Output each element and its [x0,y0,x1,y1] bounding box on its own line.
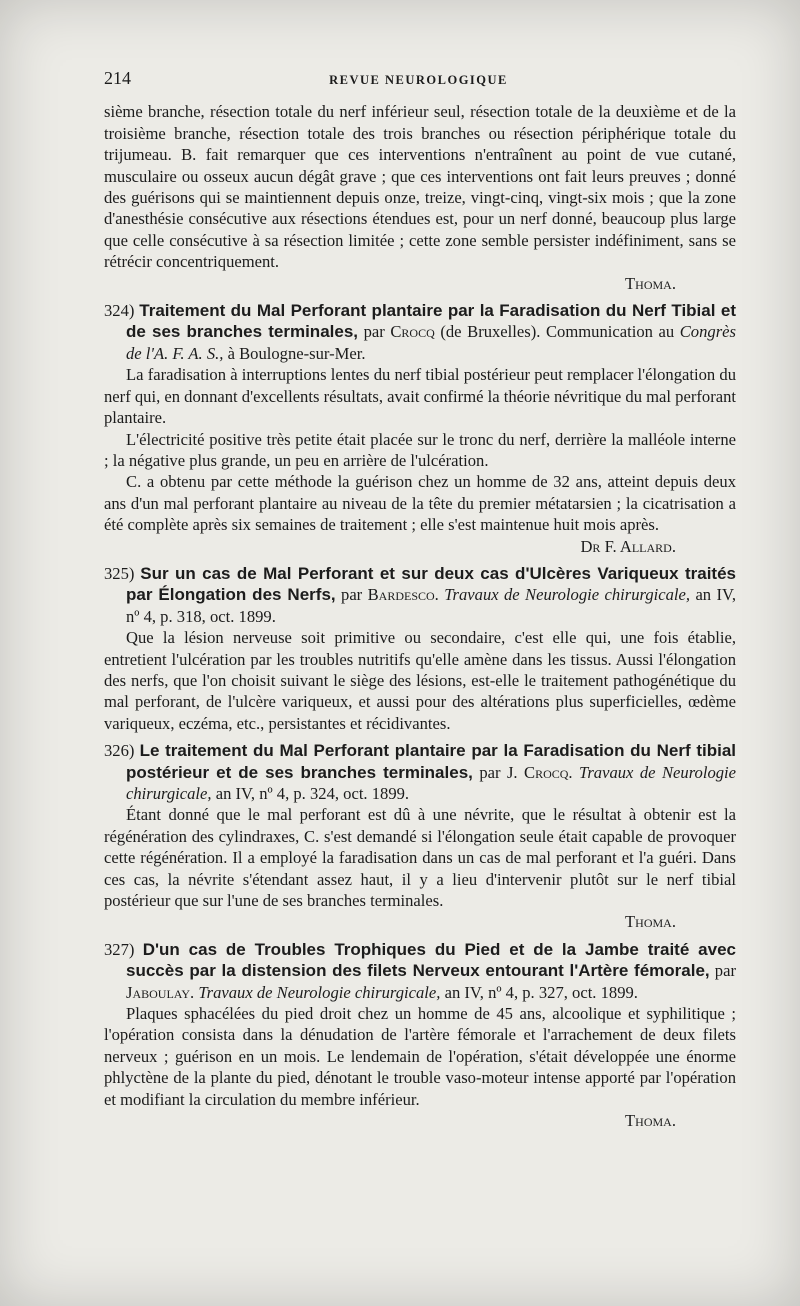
entry-paragraph: L'électricité positive très petite était placée sur le tronc du nerf, derrière la malléole interne ; la négative plus grande, un peu en arrière de l'ulcération. [104,429,736,470]
continuation-paragraph [104,101,736,294]
signature: Thoma. [625,1111,676,1131]
entry-source: Travaux de Neurologie chirurgicale, [126,762,737,803]
entry-number: 327) [104,939,135,959]
entry-number: 325) [104,563,135,583]
entry-source: Travaux de Neurologie chirurgicale, [198,982,441,1002]
entry-heading [104,563,736,627]
page-header [104,68,736,91]
entry-title: Sur un cas de Mal Perforant et sur deux cas d'Ulcères Variqueux traités par Élongation des Nerfs, [126,563,736,605]
entry-author: Crocq. [524,762,573,782]
running-title: REVUE NEUROLOGIQUE [329,73,508,87]
entry-paragraph: C. a obtenu par cette méthode la guérison chez un homme de 32 ans, atteint depuis deux ans d'un mal perforant plantaire au niveau de la tête du premier métatarsien ; la cicatrisation a été complète après six semaines de traitement ; elle s'est maintenue huit mois après. [104,472,736,535]
entry-paragraph: Plaques sphacélées du pied droit chez un homme de 45 ans, alcoolique et syphilitique ; l'opération consista dans la dénudation de l'artère fémorale et l'arrachement de deux filets nerveux ; guérison en un mois. Le lendemain de l'opération, s'était développée une énorme phlyctène de la plante du pied, dénotant le trouble vaso-moteur intense apporté par l'opération et modifiant la circulation du membre inférieur. [104,1004,736,1109]
entry-title: Traitement du Mal Perforant plantaire par la Faradisation du Nerf Tibial et de ses branches terminales, [126,301,736,342]
entry-heading [104,300,736,364]
entry-author: Jaboulay. [126,982,195,1002]
entry-source: Travaux de Neurologie chirurgicale, [444,585,691,605]
entry-source-pre: Communication au [545,322,675,342]
entry-326 [104,740,736,933]
entry-source-post: à Boulogne-sur-Mer. [227,343,366,363]
entry-paragraph: Étant donné que le mal perforant est dû à une névrite, que le résultat à obtenir est la régénération des cylindraxes, C. s'est demandé si l'élongation seule était capable de provoquer cette régénération. Il a employé la faradisation dans un cas de mal perforant et l'a guéri. Dans ces cas, la névrite s'étendant assez haut, il y a lieu d'intervenir plutôt sur le nerf tibial postérieur que sur l'une de ses branches terminales. [104,805,736,911]
entry-heading [104,740,736,804]
signature: Thoma. [625,273,676,293]
entry-author-place: (de Bruxelles). [440,322,541,342]
entry-author: Bardesco. [367,585,439,605]
entry-heading [104,939,736,1003]
entry-source-post: an IV, nº 4, p. 324, oct. 1899. [215,784,410,803]
entry-by: par [363,322,385,342]
entry-source: Congrès de l'A. F. A. S., [126,322,736,363]
entry-title: Le traitement du Mal Perforant plantaire par la Faradisation du Nerf tibial postérieur et de ses branches terminales, [126,741,737,782]
entry-number: 324) [104,301,135,321]
entry-324 [104,300,736,557]
signature: Thoma. [625,912,676,932]
signature: Dr F. Allard. [580,536,676,556]
entry-by: par [341,585,363,605]
entry-source-post: an IV, nº 4, p. 327, oct. 1899. [444,982,638,1002]
entry-325 [104,563,736,734]
continuation-text: sième branche, résection totale du nerf inférieur seul, résection totale de la deuxième et de la troisième branche, résection totale des trois branches ou résection périphérique totale du trijumeau. B. fait remarquer que ces interventions n'entraînent au point de vue cutané, musculaire ou osseux aucun dégât grave ; que ces interventions ont fait leurs preuves ; donné des guérisons qui se maintiennent depuis onze, treize, vingt-cinq, vingt-six mois ; que la zone d'anesthésie consécutive aux résections étendues est, pour un nerf donné, beaucoup plus large que celle consécutive à sa résection limitée ; cette zone semble persister indéfiniment, sans se rétrécir concentriquement. [104,102,736,272]
entry-title: D'un cas de Troubles Trophiques du Pied et de la Jambe traité avec succès par la distension des filets Nerveux entourant l'Artère fémorale, [126,939,736,981]
entry-author: Crocq [390,322,435,342]
entry-paragraph: Que la lésion nerveuse soit primitive ou secondaire, c'est elle qui, une fois établie, entretient l'ulcération par les troubles nutritifs qu'elle amène dans les tissus. Aussi l'élongation des nerfs, que l'on choisit suivant le siège des lésions, est-elle le traitement pathogénétique du mal perforant, de l'ulcère variqueux, et aussi pour des altérations plus superficielles, œdème variqueux, eczéma, etc., persistantes et récidivantes. [104,628,736,733]
entry-327 [104,939,736,1132]
entry-source-post: an IV, nº 4, p. 318, oct. 1899. [126,585,736,626]
text-block [104,68,736,1132]
entry-by: par [714,961,736,981]
page-number: 214 [104,68,131,88]
entry-by: par J. [479,762,518,782]
entry-number: 326) [104,741,135,761]
entry-paragraph: La faradisation à interruptions lentes du nerf tibial postérieur peut remplacer l'élongation du nerf qui, en donnant d'excellents résultats, avait confirmé la théorie névritique du mal perforant plantaire. [104,365,736,428]
